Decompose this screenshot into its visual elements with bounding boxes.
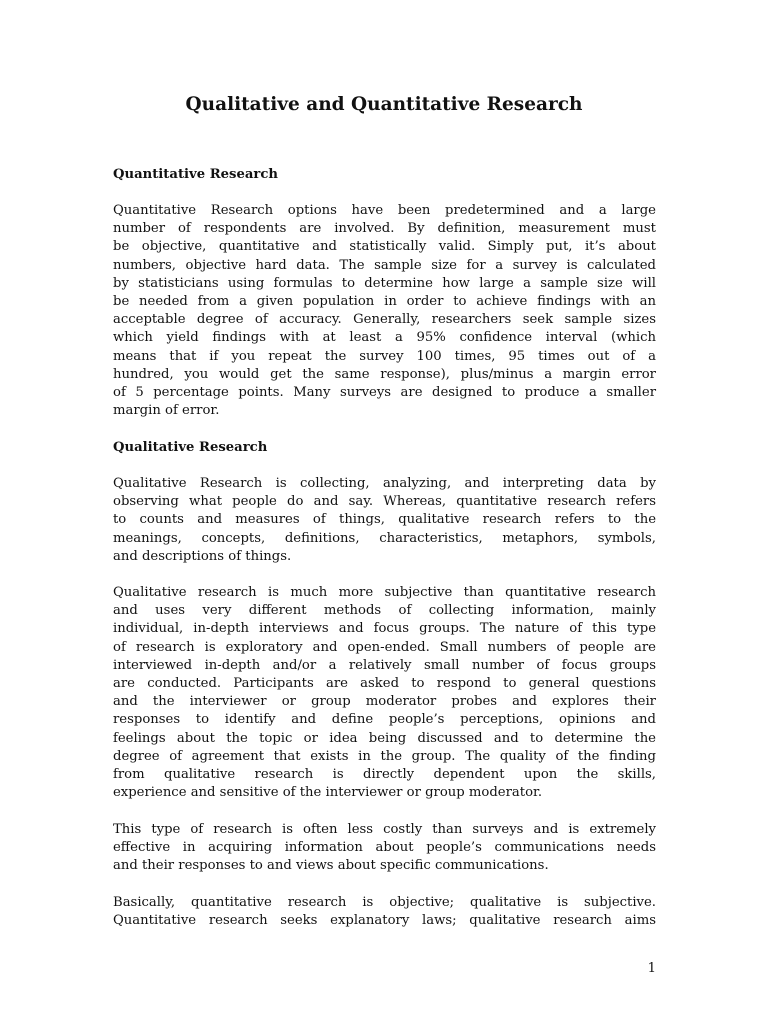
text-line: number of respondents are involved. By definition, measurement must [113, 221, 656, 237]
text-line: are conducted. Participants are asked to respond to general questions [113, 675, 656, 691]
text-line: means that if you repeat the survey 100 times, 95 times out of a [113, 348, 656, 364]
document-title: Qualitative and Quantitative Research [185, 94, 583, 115]
text-line: and uses very different methods of collecting information, mainly [113, 603, 656, 619]
paragraph-qualitative-definition [113, 475, 656, 566]
text-line: Basically, quantitative research is objective; qualitative is subjective. [113, 895, 656, 910]
section-heading-qualitative: Qualitative Research [113, 440, 268, 455]
text-line: of research is exploratory and open-ended. Small numbers of people are [113, 639, 656, 655]
text-line: Quantitative Research options have been predetermined and a large [113, 203, 656, 218]
text-line: Qualitative Research is collecting, analyzing, and interpreting data by [113, 476, 656, 491]
paragraph-comparison [113, 894, 656, 930]
text-line: margin of error. [113, 403, 220, 419]
text-line: which yield findings with at least a 95% confidence interval (which [113, 330, 656, 346]
text-line: by statisticians using formulas to determine how large a sample size will [113, 275, 656, 291]
text-line: Quantitative research seeks explanatory laws; qualitative research aims [113, 913, 656, 929]
text-line: Qualitative research is much more subjective than quantitative research [113, 585, 656, 600]
text-line: and their responses to and views about specific communications. [113, 858, 549, 874]
text-line: individual, in-depth interviews and focus groups. The nature of this type [113, 621, 656, 637]
text-line: effective in acquiring information about people’s communications needs [113, 840, 656, 856]
text-line: interviewed in-depth and/or a relatively small number of focus groups [113, 657, 656, 673]
text-line: experience and sensitive of the interviewer or group moderator. [113, 785, 543, 801]
paragraph-qualitative-cost [113, 821, 656, 876]
section-heading-quantitative: Quantitative Research [113, 167, 278, 182]
text-line: hundred, you would get the same response), plus/minus a margin error [113, 366, 656, 382]
text-line: responses to identify and define people’s perceptions, opinions and [113, 712, 656, 728]
text-line: and descriptions of things. [113, 548, 292, 564]
text-line: feelings about the topic or idea being discussed and to determine the [113, 730, 656, 746]
text-line: be objective, quantitative and statistically valid. Simply put, it’s about [113, 239, 656, 255]
text-line: degree of agreement that exists in the group. The quality of the finding [113, 748, 656, 764]
text-line: be needed from a given population in order to achieve findings with an [113, 293, 656, 309]
text-line: from qualitative research is directly dependent upon the skills, [113, 766, 656, 782]
text-line: observing what people do and say. Whereas, quantitative research refers [113, 494, 656, 510]
text-line: to counts and measures of things, qualitative research refers to the [113, 512, 656, 528]
text-line: acceptable degree of accuracy. Generally, researchers seek sample sizes [113, 312, 656, 328]
text-line: This type of research is often less costly than surveys and is extremely [113, 822, 656, 837]
paragraph-qualitative-methods [113, 584, 656, 802]
text-line: of 5 percentage points. Many surveys are designed to produce a smaller [113, 384, 656, 400]
page-number: 1 [647, 961, 656, 976]
text-line: meanings, concepts, definitions, characteristics, metaphors, symbols, [113, 530, 656, 546]
paragraph-quantitative-definition [113, 202, 656, 420]
text-line: numbers, objective hard data. The sample size for a survey is calculated [113, 257, 656, 273]
text-line: and the interviewer or group moderator probes and explores their [113, 694, 656, 710]
